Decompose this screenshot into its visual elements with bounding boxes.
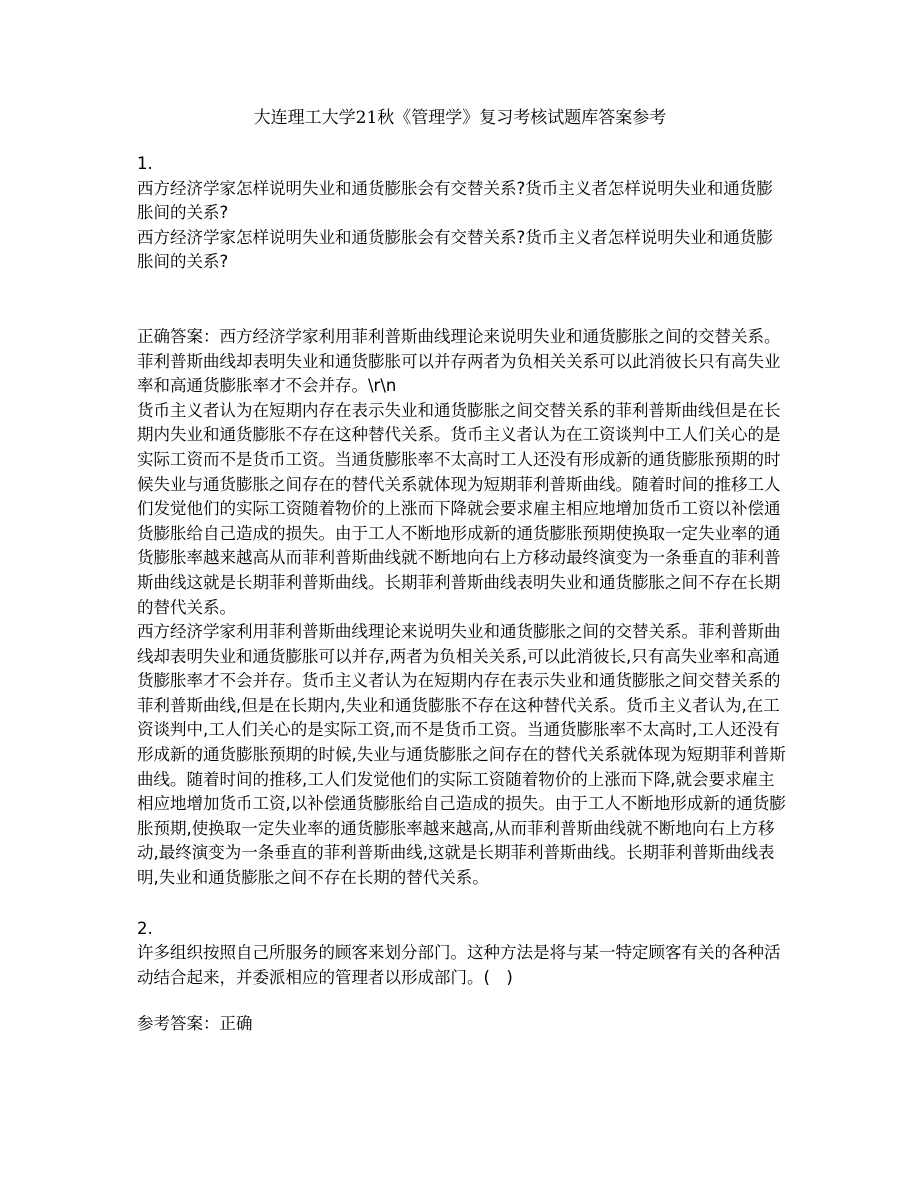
question-2-text: 许多组织按照自己所服务的顾客来划分部门。这种方法是将与某一特定顾客有关的各种活动结合起来，并委派相应的管理者以形成部门。( ) — [137, 943, 781, 987]
spacer — [137, 275, 787, 325]
question-1-text: 西方经济学家怎样说明失业和通货膨胀会有交替关系?货币主义者怎样说明失业和通货膨胀间的关系? — [137, 178, 773, 223]
question-1-answer-full: 西方经济学家利用菲利普斯曲线理论来说明失业和通货膨胀之间的交替关系。菲利普斯曲线却表明失业和通货膨胀可以并存,两者为负相关关系,可以此消彼长,只有高失业率和高通货膨胀率才不会并存。货币主义者认为在短期内存在表示失业和通货膨胀之间交替关系的菲利普斯曲线,但是在长期内,失业和通货膨胀不存在这种替代关系。货币主义者认为,在工资谈判中,工人们关心的是实际工资,而不是货币工资。当通货膨胀率不太高时,工人还没有形成新的通货膨胀预期的时候,失业与通货膨胀之间存在的替代关系就体现为短期菲利普斯曲线。随着时间的推移,工人们发觉他们的实际工资随着物价的上涨而下降,就会要求雇主相应地增加货币工资,以补偿通货膨胀给自己造成的损失。由于工人不断地形成新的通货膨胀预期,使换取一定失业率的通货膨胀率越来越高,从而菲利普斯曲线就不断地向右上方移动,最终演变为一条垂直的菲利普斯曲线,这就是长期菲利普斯曲线。长期菲利普斯曲线表明,失业和通货膨胀之间不存在长期的替代关系。 — [137, 622, 786, 888]
question-1-text-repeat: 西方经济学家怎样说明失业和通货膨胀会有交替关系?货币主义者怎样说明失业和通货膨胀间的关系? — [137, 227, 773, 272]
spacer — [137, 891, 787, 917]
document-title: 大连理工大学21秋《管理学》复习考核试题库答案参考 — [253, 108, 667, 128]
document-body — [137, 152, 787, 1037]
question-1-answer-monetarist: 货币主义者认为在短期内存在表示失业和通货膨胀之间交替关系的菲利普斯曲线但是在长期内失业和通货膨胀不存在这种替代关系。货币主义者认为在工资谈判中工人们关心的是实际工资而不是货币工资。当通货膨胀率不太高时工人还没有形成新的通货膨胀预期的时候失业与通货膨胀之间存在的替代关系就体现为短期菲利普斯曲线。随着时间的推移工人们发觉他们的实际工资随着物价的上涨而下降就会要求雇主相应地增加货币工资以补偿通货膨胀给自己造成的损失。由于工人不断地形成新的通货膨胀预期使换取一定失业率的通货膨胀率越来越高从而菲利普斯曲线就不断地向右上方移动最终演变为一条垂直的菲利普斯曲线这就是长期菲利普斯曲线。长期菲利普斯曲线表明失业和通货膨胀之间不存在长期的替代关系。 — [137, 400, 781, 617]
question-2-answer: 参考答案：正确 — [137, 1014, 253, 1034]
question-2-number: 2. — [137, 918, 153, 938]
question-1-number: 1. — [137, 154, 153, 173]
spacer — [137, 990, 787, 1012]
question-1-answer: 正确答案：西方经济学家利用菲利普斯曲线理论来说明失业和通货膨胀之间的交替关系。菲利普斯曲线却表明失业和通货膨胀可以并存两者为负相关关系可以此消彼长只有高失业率和高通货膨胀率才不会并存。\r\n — [137, 326, 781, 396]
